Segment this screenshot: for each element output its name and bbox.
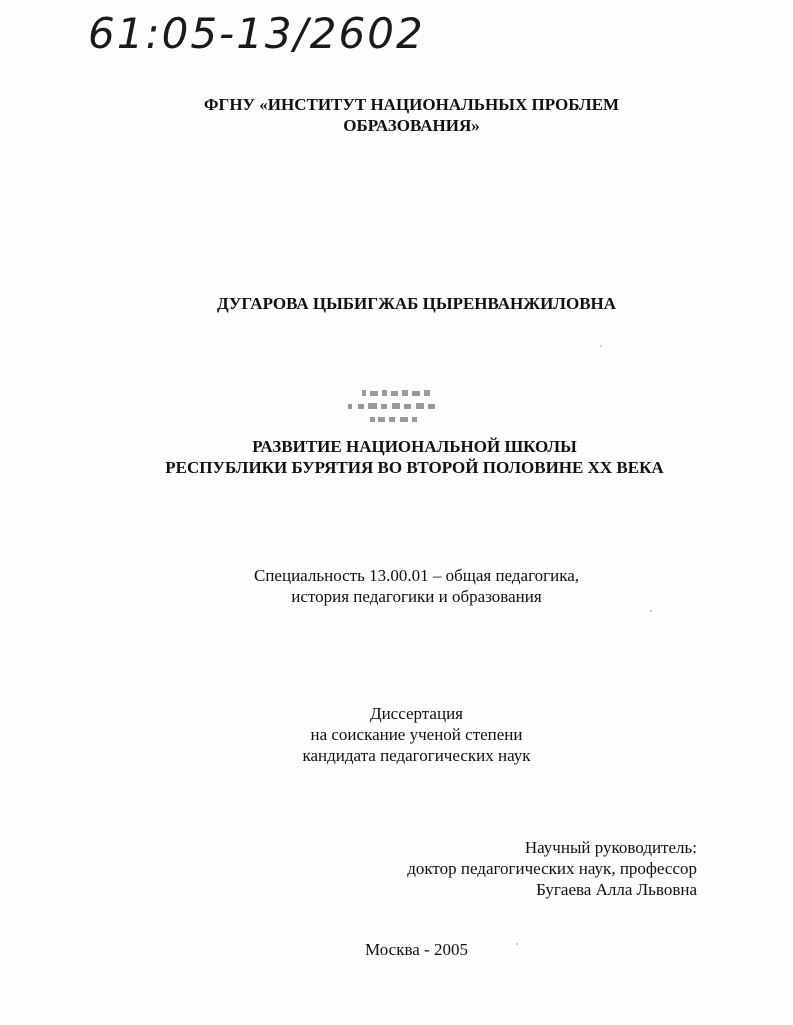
faded-stamp — [340, 388, 460, 434]
institute-line-2: ОБРАЗОВАНИЯ» — [343, 116, 480, 135]
dissertation-degree — [20, 703, 793, 766]
specialty — [20, 565, 793, 607]
scan-speck — [650, 610, 652, 612]
title-line-1: РАЗВИТИЕ НАЦИОНАЛЬНОЙ ШКОЛЫ — [252, 437, 577, 456]
supervisor-degree: доктор педагогических наук, профессор — [407, 859, 697, 878]
svg-text:61:05-13/2602: 61:05-13/2602 — [88, 9, 425, 58]
scan-speck — [600, 345, 602, 347]
specialty-line-2: история педагогики и образования — [291, 587, 542, 606]
supervisor-name: Бугаева Алла Львовна — [536, 880, 697, 899]
dissertation-title — [18, 436, 793, 478]
supervisor-label: Научный руководитель: — [524, 838, 697, 857]
handwritten-catalog-number — [88, 6, 448, 66]
handwritten-catalog-number-drawing — [88, 6, 448, 66]
faded-stamp-marks — [340, 388, 460, 434]
institute-name — [15, 94, 793, 136]
dissertation-line-1: Диссертация — [369, 704, 463, 723]
title-line-2: РЕСПУБЛИКИ БУРЯТИЯ ВО ВТОРОЙ ПОЛОВИНЕ XX ВЕКА — [165, 458, 664, 477]
supervisor-block — [407, 837, 697, 900]
institute-line-1: ФГНУ «ИНСТИТУТ НАЦИОНАЛЬНЫХ ПРОБЛЕМ — [203, 95, 620, 114]
dissertation-line-2: на соискание ученой степени — [310, 725, 523, 744]
dissertation-line-3: кандидата педагогических наук — [302, 746, 531, 765]
city-year: Москва - 2005 — [365, 940, 468, 959]
scan-speck — [516, 943, 518, 945]
author-name: ДУГАРОВА ЦЫБИГЖАБ ЦЫРЕНВАНЖИЛОВНА — [216, 294, 617, 313]
specialty-line-1: Специальность 13.00.01 – общая педагогика, — [254, 566, 579, 585]
